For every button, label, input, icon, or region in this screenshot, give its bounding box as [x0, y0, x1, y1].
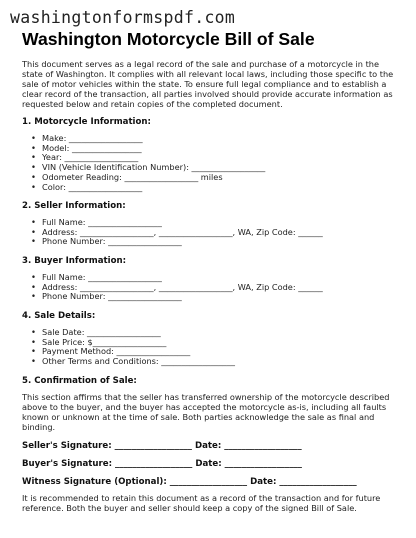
field-color: • Color: __________________ — [30, 183, 265, 193]
sale-price: • Sale Price: $__________________ — [30, 338, 235, 348]
seller-full-name: • Full Name: __________________ — [30, 218, 323, 228]
document-title: Washington Motorcycle Bill of Sale — [22, 29, 315, 49]
intro-paragraph: This document serves as a legal record of the sale and purchase of a motorcycle in the state of Washington. It complies with all relevant local laws, including those specific to the sale of motor vehicles within the state. To ensure full legal compliance and to establish a clear record of the transaction, all parties involved should provide accurate information as requested below and retain copies of the completed document. — [22, 59, 394, 109]
buyer-full-name: • Full Name: __________________ — [30, 273, 323, 283]
section-confirmation-heading: 5. Confirmation of Sale: — [22, 376, 137, 386]
buyer-signature-line: Buyer's Signature: __________________ Date: __________________ — [22, 459, 302, 469]
section-sale-heading: 4. Sale Details: — [22, 311, 96, 321]
field-odometer: • Odometer Reading: __________________ miles — [30, 173, 265, 183]
payment-method: • Payment Method: __________________ — [30, 347, 235, 357]
seller-signature-line: Seller's Signature: __________________ Date: __________________ — [22, 441, 302, 451]
closing-paragraph: It is recommended to retain this document as a record of the transaction and for future reference. Both the buyer and seller should keep a copy of the signed Bill of Sale. — [22, 493, 381, 513]
section-motorcycle-heading: 1. Motorcycle Information: — [22, 117, 151, 127]
field-model: • Model: _________________ — [30, 144, 265, 154]
field-make: • Make: __________________ — [30, 134, 265, 144]
buyer-address: • Address: __________________, __________________, WA, Zip Code: ______ — [30, 283, 323, 293]
field-vin: • VIN (Vehicle Identification Number): __________________ — [30, 163, 265, 173]
section-buyer-heading: 3. Buyer Information: — [22, 256, 127, 266]
buyer-phone: • Phone Number: __________________ — [30, 292, 323, 302]
witness-signature-line: Witness Signature (Optional): __________________ Date: __________________ — [22, 477, 357, 487]
motorcycle-field-list — [30, 134, 265, 192]
seller-field-list — [30, 218, 323, 247]
seller-phone: • Phone Number: __________________ — [30, 237, 323, 247]
confirmation-paragraph: This section affirms that the seller has transferred ownership of the motorcycle described above to the buyer, and the buyer has accepted the motorcycle as-is, including all faults known or unknown at the time of sale. Both parties acknowledge the sale as final and binding. — [22, 392, 390, 432]
other-terms: • Other Terms and Conditions: __________________ — [30, 357, 235, 367]
field-year: • Year: __________________ — [30, 153, 265, 163]
seller-address: • Address: __________________, __________________, WA, Zip Code: ______ — [30, 228, 323, 238]
sale-date: • Sale Date: __________________ — [30, 328, 235, 338]
buyer-field-list — [30, 273, 323, 302]
sale-field-list — [30, 328, 235, 367]
section-seller-heading: 2. Seller Information: — [22, 201, 126, 211]
site-watermark: washingtonformspdf.com — [10, 8, 236, 27]
